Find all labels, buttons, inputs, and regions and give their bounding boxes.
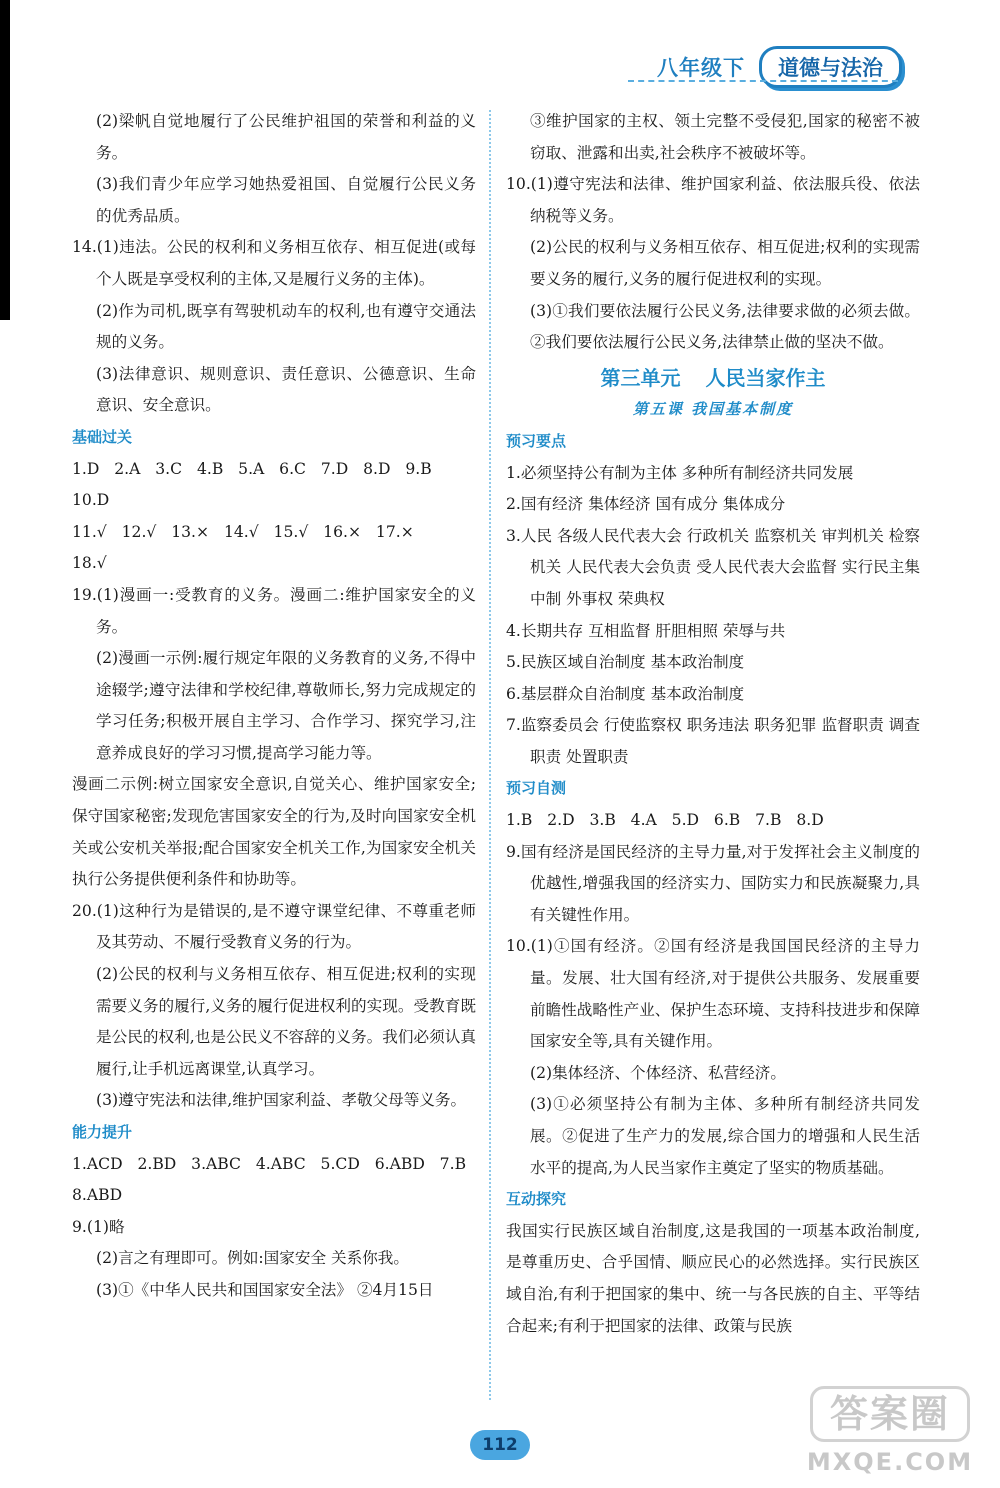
section-heading: 互动探究 <box>506 1190 567 1209</box>
answer-text: (2)梁帆自觉地履行了公民维护祖国的荣誉和利益的义务。 <box>96 112 476 162</box>
answer-text: (3)我们青少年应学习她热爱祖国、自觉履行公民义务的优秀品质。 <box>96 175 476 225</box>
section-heading: 能力提升 <box>72 1123 133 1141</box>
answer-row: 1.ACD 2.BD 3.ABC 4.ABC 5.CD 6.ABD 7.B <box>72 1154 467 1173</box>
right-column <box>506 106 920 1342</box>
answer-text: 20.(1)这种行为是错误的,是不遵守课堂纪律、不尊重老师及其劳动、不履行受教育义务的行为。 <box>72 901 476 952</box>
answer-row: 8.ABD <box>72 1186 123 1205</box>
answer-text: (2)作为司机,既享有驾驶机动车的权利,也有遵守交通法规的义务。 <box>96 301 476 352</box>
answer-text: (2)言之有理即可。例如:国家安全 关系你我。 <box>96 1249 409 1268</box>
section-heading: 基础过关 <box>72 427 133 446</box>
section-heading: 预习自测 <box>506 779 567 798</box>
answer-text: 14.(1)违法。公民的权利和义务相互依存、相互促进(或每个人既是享受权利的主体,又是履行义务的主体)。 <box>72 238 476 288</box>
watermark <box>790 1386 990 1482</box>
column-divider <box>489 110 491 1400</box>
answer-text: ③维护国家的主权、领土完整不受侵犯,国家的秘密不被窃取、泄露和出卖,社会秩序不被破坏等。 <box>530 112 920 162</box>
page-number: 112 <box>470 1430 530 1460</box>
answer-text: 1.必须坚持公有制为主体 多种所有制经济共同发展 <box>506 463 854 482</box>
answer-text: 9.国有经济是国民经济的主导力量,对于发挥社会主义制度的优越性,增强我国的经济实力、国防实力和民族凝聚力,具有关键性作用。 <box>506 842 920 924</box>
section-heading: 预习要点 <box>506 431 567 450</box>
answer-row: 18.√ <box>72 554 107 573</box>
answer-row: 10.D <box>72 491 110 510</box>
answer-text: 3.人民 各级人民代表大会 行政机关 监察机关 审判机关 检察机关 人民代表大会负责 受人民代表大会监督 实行民主集中制 外事权 荣典权 <box>506 526 920 608</box>
answer-text: (3)法律意识、规则意识、责任意识、公德意识、生命意识、安全意识。 <box>96 364 476 415</box>
answer-text: (2)漫画一示例:履行规定年限的义务教育的义务,不得中途辍学;遵守法律和学校纪律,尊敬师长,努力完成规定的学习任务;积极开展自主学习、合作学习、探究学习,注意养成良好的学习习惯,提高学习能力等。 <box>96 649 476 762</box>
answer-text: 我国实行民族区域自治制度,这是我国的一项基本政治制度,是尊重历史、合乎国情、顺应民心的必然选择。实行民族区域自治,有利于把国家的集中、统一与各民族的自主、平等结合起来;有利于把国家的法律、政策与民族 <box>506 1221 920 1335</box>
answer-text: 7.监察委员会 行使监察权 职务违法 职务犯罪 监督职责 调查职责 处置职责 <box>506 716 920 766</box>
lesson-title: 第五课 我国基本制度 <box>632 400 794 419</box>
page-edge-bar <box>0 0 10 320</box>
answer-text: (2)公民的权利与义务相互依存、相互促进;权利的实现需要义务的履行,义务的履行促进权利的实现。受教育既是公民的权利,也是公民义不容辞的义务。我们必须认真履行,让手机远离课堂,认真学习。 <box>96 965 476 1078</box>
grade-label: 八年级下 <box>657 56 745 80</box>
left-column <box>72 106 476 1307</box>
answer-text: (3)遵守宪法和法律,维护国家利益、孝敬父母等义务。 <box>96 1091 467 1110</box>
answer-text: 10.(1)①国有经济。②国有经济是我国国民经济的主导力量。发展、壮大国有经济,对于提供公共服务、发展重要前瞻性战略性产业、保护生态环境、支持科技进步和保障国家安全等,具有关键作用。 <box>506 937 920 1051</box>
answer-row: 1.D 2.A 3.C 4.B 5.A 6.C 7.D 8.D 9.B <box>72 459 432 478</box>
answer-text: (2)公民的权利与义务相互依存、相互促进;权利的实现需要义务的履行,义务的履行促进权利的实现。 <box>530 238 920 288</box>
watermark-text: MXQE.COM <box>806 1448 974 1476</box>
watermark-logo: 答案圈 <box>810 1386 970 1442</box>
answer-text: (3)①《中华人民共和国国家安全法》 ②4月15日 <box>96 1280 434 1299</box>
answer-row: 1.B 2.D 3.B 4.A 5.D 6.B 7.B 8.D <box>506 811 824 830</box>
answer-text: 漫画二示例:树立国家安全意识,自觉关心、维护国家安全;保守国家秘密;发现危害国家安全的行为,及时向国家安全机关或公安机关举报;配合国家安全机关工作,为国家安全机关执行公务提供便利条件和协助等。 <box>72 775 476 889</box>
answer-row: 9.(1)略 <box>72 1217 125 1236</box>
answer-text: 6.基层群众自治制度 基本政治制度 <box>506 684 745 703</box>
answer-text: 5.民族区域自治制度 基本政治制度 <box>506 653 745 672</box>
answer-text: (3)①我们要依法履行公民义务,法律要求做的必须去做。②我们要依法履行公民义务,法律禁止做的坚决不做。 <box>530 301 920 352</box>
answer-text: (3)①必须坚持公有制为主体、多种所有制经济共同发展。②促进了生产力的发展,综合国力的增强和人民生活水平的提高,为人民当家作主奠定了坚实的物质基础。 <box>530 1095 920 1177</box>
header-divider <box>628 80 898 82</box>
answer-text: 19.(1)漫画一:受教育的义务。漫画二:维护国家安全的义务。 <box>72 585 476 636</box>
answer-row: 11.√ 12.√ 13.× 14.√ 15.√ 16.× 17.× <box>72 522 414 541</box>
answer-text: 4.长期共存 互相监督 肝胆相照 荣辱与共 <box>506 621 786 640</box>
subject-badge: 道德与法治 <box>759 46 902 88</box>
answer-text: (2)集体经济、个体经济、私营经济。 <box>530 1063 786 1082</box>
answer-text: 10.(1)遵守宪法和法律、维护国家利益、依法服兵役、依法纳税等义务。 <box>506 175 920 225</box>
answer-text: 2.国有经济 集体经济 国有成分 集体成分 <box>506 495 786 514</box>
unit-title: 第三单元 人民当家作主 <box>600 365 826 390</box>
